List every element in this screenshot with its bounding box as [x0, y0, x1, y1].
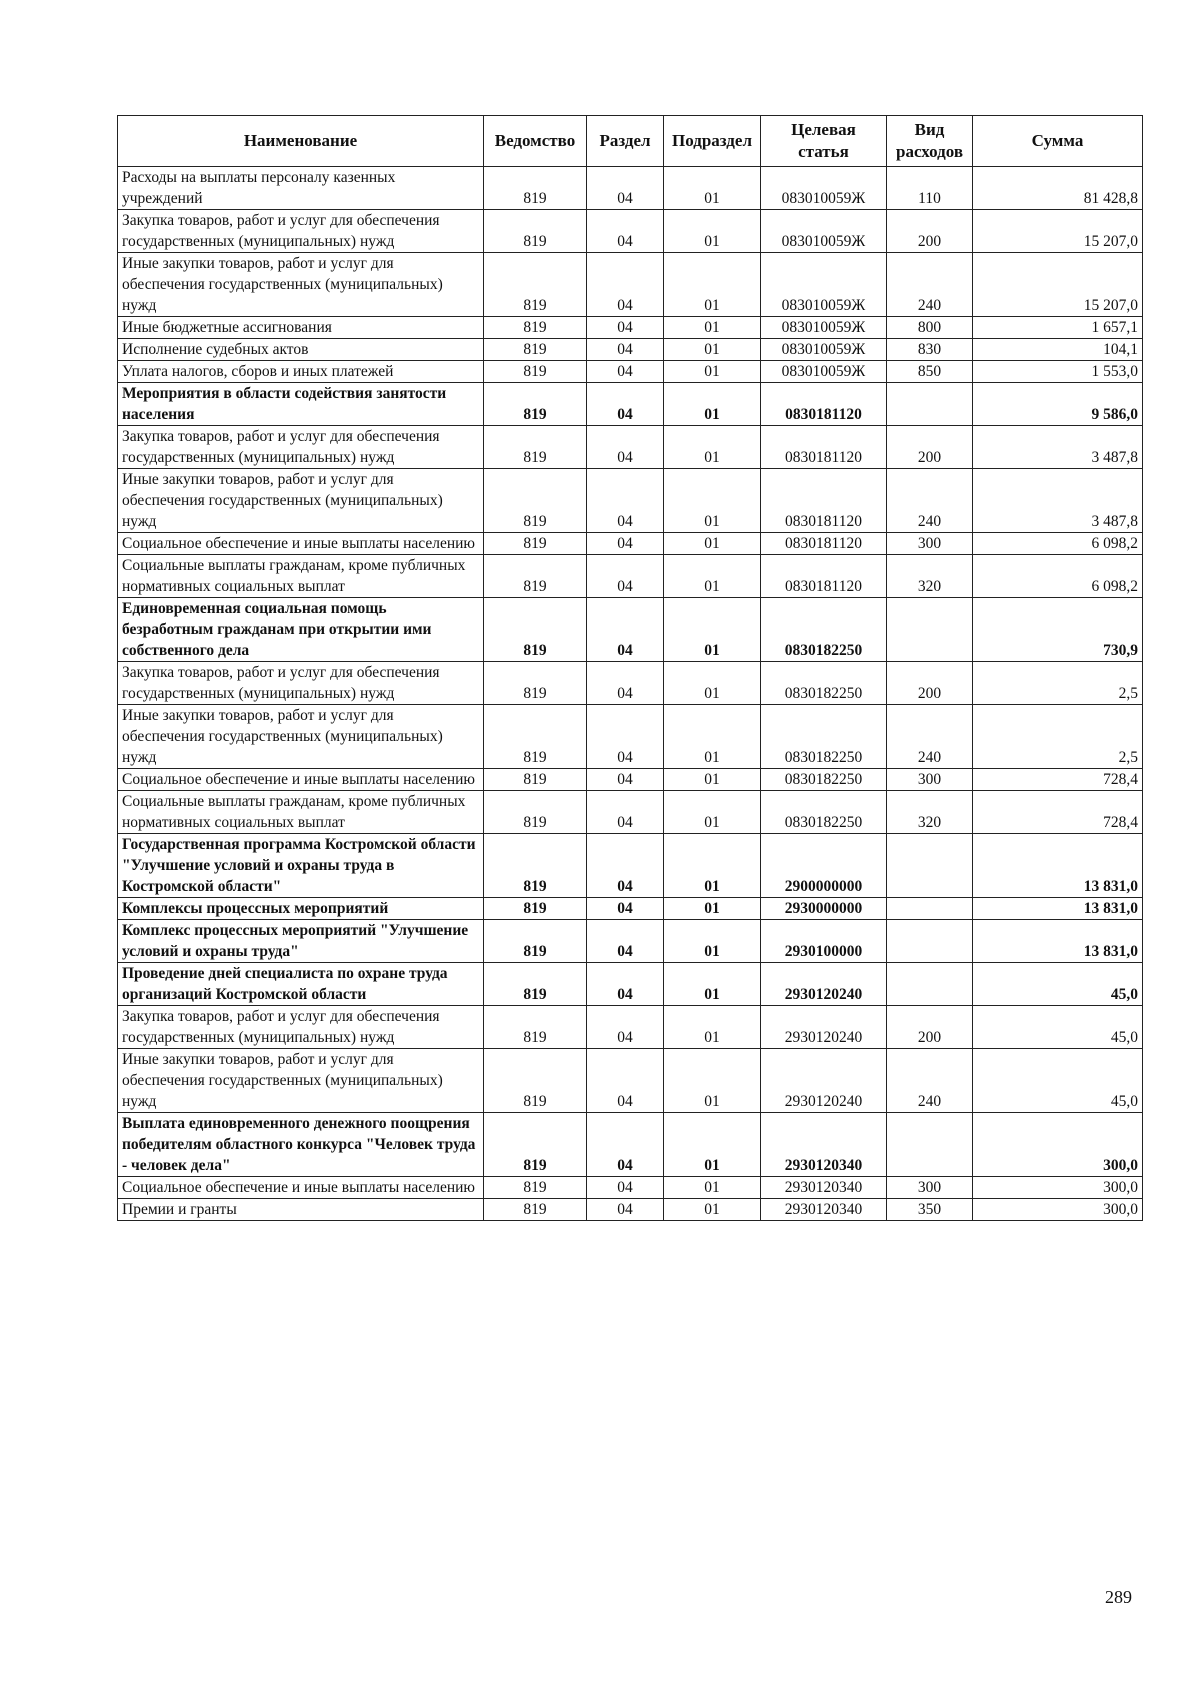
cell-expense-type: 830 — [887, 339, 973, 361]
cell-podrazdel: 01 — [664, 791, 761, 834]
cell-razdel: 04 — [587, 210, 664, 253]
cell-target-article: 2900000000 — [761, 834, 887, 898]
cell-expense-type: 800 — [887, 317, 973, 339]
cell-target-article: 083010059Ж — [761, 317, 887, 339]
cell-sum: 45,0 — [973, 963, 1143, 1006]
cell-expense-type: 240 — [887, 253, 973, 317]
cell-expense-type: 240 — [887, 705, 973, 769]
header-row — [118, 116, 1143, 167]
cell-razdel: 04 — [587, 253, 664, 317]
cell-podrazdel: 01 — [664, 1177, 761, 1199]
cell-expense-type: 850 — [887, 361, 973, 383]
cell-vedomstvo: 819 — [484, 469, 587, 533]
cell-target-article: 2930120340 — [761, 1199, 887, 1221]
cell-expense-type: 110 — [887, 167, 973, 210]
table-row — [118, 662, 1143, 705]
cell-vedomstvo: 819 — [484, 920, 587, 963]
cell-target-article: 0830181120 — [761, 533, 887, 555]
table-row — [118, 210, 1143, 253]
table-row — [118, 1199, 1143, 1221]
cell-name: Закупка товаров, работ и услуг для обеспечения государственных (муниципальных) нужд — [118, 662, 484, 705]
cell-podrazdel: 01 — [664, 383, 761, 426]
cell-target-article: 2930120240 — [761, 963, 887, 1006]
cell-razdel: 04 — [587, 662, 664, 705]
cell-sum: 9 586,0 — [973, 383, 1143, 426]
table-row — [118, 426, 1143, 469]
cell-name: Иные бюджетные ассигнования — [118, 317, 484, 339]
cell-vedomstvo: 819 — [484, 1113, 587, 1177]
cell-vedomstvo: 819 — [484, 769, 587, 791]
cell-vedomstvo: 819 — [484, 791, 587, 834]
cell-sum: 15 207,0 — [973, 210, 1143, 253]
cell-name: Социальные выплаты гражданам, кроме публичных нормативных социальных выплат — [118, 555, 484, 598]
cell-expense-type: 350 — [887, 1199, 973, 1221]
cell-podrazdel: 01 — [664, 167, 761, 210]
cell-name: Единовременная социальная помощь безработным гражданам при открытии ими собственного дела — [118, 598, 484, 662]
table-row — [118, 253, 1143, 317]
cell-razdel: 04 — [587, 167, 664, 210]
cell-vedomstvo: 819 — [484, 1199, 587, 1221]
cell-sum: 3 487,8 — [973, 469, 1143, 533]
cell-expense-type: 200 — [887, 426, 973, 469]
cell-name: Комплексы процессных мероприятий — [118, 898, 484, 920]
cell-name: Социальное обеспечение и иные выплаты населению — [118, 533, 484, 555]
cell-expense-type — [887, 963, 973, 1006]
cell-podrazdel: 01 — [664, 662, 761, 705]
cell-razdel: 04 — [587, 361, 664, 383]
cell-sum: 81 428,8 — [973, 167, 1143, 210]
cell-razdel: 04 — [587, 383, 664, 426]
cell-podrazdel: 01 — [664, 834, 761, 898]
cell-name: Закупка товаров, работ и услуг для обеспечения государственных (муниципальных) нужд — [118, 426, 484, 469]
cell-razdel: 04 — [587, 533, 664, 555]
cell-podrazdel: 01 — [664, 1006, 761, 1049]
cell-target-article: 2930120240 — [761, 1049, 887, 1113]
table-row — [118, 791, 1143, 834]
cell-name: Закупка товаров, работ и услуг для обеспечения государственных (муниципальных) нужд — [118, 210, 484, 253]
cell-sum: 45,0 — [973, 1049, 1143, 1113]
cell-target-article: 0830182250 — [761, 791, 887, 834]
cell-name: Социальное обеспечение и иные выплаты населению — [118, 1177, 484, 1199]
cell-expense-type: 300 — [887, 769, 973, 791]
cell-target-article: 0830182250 — [761, 598, 887, 662]
cell-vedomstvo: 819 — [484, 555, 587, 598]
header-podrazdel: Подраздел — [664, 116, 761, 167]
cell-target-article: 2930000000 — [761, 898, 887, 920]
cell-razdel: 04 — [587, 598, 664, 662]
table-row — [118, 361, 1143, 383]
table-row — [118, 1049, 1143, 1113]
cell-name: Иные закупки товаров, работ и услуг для обеспечения государственных (муниципальных) нужд — [118, 705, 484, 769]
cell-razdel: 04 — [587, 898, 664, 920]
cell-vedomstvo: 819 — [484, 361, 587, 383]
cell-podrazdel: 01 — [664, 705, 761, 769]
cell-razdel: 04 — [587, 555, 664, 598]
cell-vedomstvo: 819 — [484, 898, 587, 920]
cell-vedomstvo: 819 — [484, 598, 587, 662]
cell-vedomstvo: 819 — [484, 1049, 587, 1113]
cell-sum: 300,0 — [973, 1199, 1143, 1221]
cell-podrazdel: 01 — [664, 210, 761, 253]
cell-expense-type — [887, 1113, 973, 1177]
cell-sum: 2,5 — [973, 705, 1143, 769]
cell-target-article: 0830181120 — [761, 383, 887, 426]
cell-name: Премии и гранты — [118, 1199, 484, 1221]
cell-razdel: 04 — [587, 791, 664, 834]
cell-sum: 300,0 — [973, 1177, 1143, 1199]
cell-razdel: 04 — [587, 1049, 664, 1113]
cell-razdel: 04 — [587, 920, 664, 963]
cell-sum: 2,5 — [973, 662, 1143, 705]
cell-expense-type — [887, 898, 973, 920]
cell-podrazdel: 01 — [664, 317, 761, 339]
header-vedomstvo: Ведомство — [484, 116, 587, 167]
cell-razdel: 04 — [587, 1199, 664, 1221]
page-number: 289 — [1105, 1587, 1132, 1607]
header-sum: Сумма — [973, 116, 1143, 167]
table-row — [118, 1006, 1143, 1049]
cell-target-article: 2930120340 — [761, 1113, 887, 1177]
cell-expense-type — [887, 834, 973, 898]
header-target-article: Целевая статья — [761, 116, 887, 167]
cell-name: Социальное обеспечение и иные выплаты населению — [118, 769, 484, 791]
cell-podrazdel: 01 — [664, 769, 761, 791]
cell-razdel: 04 — [587, 769, 664, 791]
cell-podrazdel: 01 — [664, 1113, 761, 1177]
cell-expense-type — [887, 598, 973, 662]
cell-podrazdel: 01 — [664, 555, 761, 598]
cell-vedomstvo: 819 — [484, 1006, 587, 1049]
cell-target-article: 2930100000 — [761, 920, 887, 963]
table-row — [118, 898, 1143, 920]
table-row — [118, 834, 1143, 898]
table-row — [118, 920, 1143, 963]
cell-razdel: 04 — [587, 963, 664, 1006]
table-row — [118, 383, 1143, 426]
cell-razdel: 04 — [587, 705, 664, 769]
cell-name: Иные закупки товаров, работ и услуг для обеспечения государственных (муниципальных) нужд — [118, 469, 484, 533]
cell-expense-type: 200 — [887, 210, 973, 253]
cell-podrazdel: 01 — [664, 598, 761, 662]
cell-vedomstvo: 819 — [484, 533, 587, 555]
cell-name: Мероприятия в области содействия занятости населения — [118, 383, 484, 426]
budget-table — [117, 115, 1143, 1221]
cell-sum: 1 553,0 — [973, 361, 1143, 383]
cell-name: Уплата налогов, сборов и иных платежей — [118, 361, 484, 383]
cell-sum: 15 207,0 — [973, 253, 1143, 317]
table-row — [118, 555, 1143, 598]
cell-vedomstvo: 819 — [484, 253, 587, 317]
cell-target-article: 0830182250 — [761, 769, 887, 791]
cell-target-article: 2930120340 — [761, 1177, 887, 1199]
cell-expense-type: 320 — [887, 555, 973, 598]
cell-target-article: 2930120240 — [761, 1006, 887, 1049]
cell-podrazdel: 01 — [664, 1049, 761, 1113]
cell-vedomstvo: 819 — [484, 383, 587, 426]
cell-podrazdel: 01 — [664, 898, 761, 920]
cell-name: Иные закупки товаров, работ и услуг для обеспечения государственных (муниципальных) нужд — [118, 1049, 484, 1113]
table-row — [118, 167, 1143, 210]
header-name: Наименование — [118, 116, 484, 167]
header-razdel: Раздел — [587, 116, 664, 167]
cell-expense-type: 300 — [887, 533, 973, 555]
cell-sum: 45,0 — [973, 1006, 1143, 1049]
cell-name: Выплата единовременного денежного поощрения победителям областного конкурса "Человек труда - человек дела" — [118, 1113, 484, 1177]
cell-razdel: 04 — [587, 1113, 664, 1177]
cell-expense-type: 240 — [887, 469, 973, 533]
cell-target-article: 083010059Ж — [761, 253, 887, 317]
cell-podrazdel: 01 — [664, 469, 761, 533]
table-row — [118, 769, 1143, 791]
cell-podrazdel: 01 — [664, 1199, 761, 1221]
table-row — [118, 705, 1143, 769]
cell-vedomstvo: 819 — [484, 1177, 587, 1199]
cell-razdel: 04 — [587, 1177, 664, 1199]
cell-name: Закупка товаров, работ и услуг для обеспечения государственных (муниципальных) нужд — [118, 1006, 484, 1049]
cell-podrazdel: 01 — [664, 253, 761, 317]
cell-target-article: 083010059Ж — [761, 167, 887, 210]
cell-expense-type — [887, 920, 973, 963]
table-body — [118, 167, 1143, 1221]
cell-podrazdel: 01 — [664, 920, 761, 963]
cell-razdel: 04 — [587, 834, 664, 898]
cell-name: Расходы на выплаты персоналу казенных учреждений — [118, 167, 484, 210]
cell-razdel: 04 — [587, 339, 664, 361]
cell-target-article: 083010059Ж — [761, 210, 887, 253]
cell-target-article: 083010059Ж — [761, 339, 887, 361]
cell-expense-type — [887, 383, 973, 426]
cell-sum: 3 487,8 — [973, 426, 1143, 469]
cell-sum: 6 098,2 — [973, 533, 1143, 555]
cell-target-article: 0830181120 — [761, 426, 887, 469]
cell-sum: 1 657,1 — [973, 317, 1143, 339]
table-row — [118, 533, 1143, 555]
cell-razdel: 04 — [587, 1006, 664, 1049]
cell-vedomstvo: 819 — [484, 210, 587, 253]
cell-podrazdel: 01 — [664, 361, 761, 383]
cell-sum: 104,1 — [973, 339, 1143, 361]
cell-expense-type: 200 — [887, 1006, 973, 1049]
cell-sum: 13 831,0 — [973, 834, 1143, 898]
cell-vedomstvo: 819 — [484, 662, 587, 705]
cell-expense-type: 200 — [887, 662, 973, 705]
cell-name: Социальные выплаты гражданам, кроме публичных нормативных социальных выплат — [118, 791, 484, 834]
cell-target-article: 083010059Ж — [761, 361, 887, 383]
cell-sum: 13 831,0 — [973, 920, 1143, 963]
cell-vedomstvo: 819 — [484, 317, 587, 339]
cell-podrazdel: 01 — [664, 339, 761, 361]
cell-expense-type: 300 — [887, 1177, 973, 1199]
table-row — [118, 963, 1143, 1006]
table-row — [118, 1113, 1143, 1177]
cell-vedomstvo: 819 — [484, 963, 587, 1006]
cell-name: Комплекс процессных мероприятий "Улучшение условий и охраны труда" — [118, 920, 484, 963]
cell-podrazdel: 01 — [664, 533, 761, 555]
header-expense-type: Вид расходов — [887, 116, 973, 167]
cell-sum: 300,0 — [973, 1113, 1143, 1177]
cell-razdel: 04 — [587, 426, 664, 469]
table-row — [118, 598, 1143, 662]
cell-podrazdel: 01 — [664, 426, 761, 469]
cell-podrazdel: 01 — [664, 963, 761, 1006]
cell-target-article: 0830182250 — [761, 662, 887, 705]
cell-sum: 728,4 — [973, 791, 1143, 834]
cell-name: Исполнение судебных актов — [118, 339, 484, 361]
cell-vedomstvo: 819 — [484, 705, 587, 769]
cell-name: Иные закупки товаров, работ и услуг для обеспечения государственных (муниципальных) нужд — [118, 253, 484, 317]
table-row — [118, 339, 1143, 361]
cell-vedomstvo: 819 — [484, 426, 587, 469]
cell-sum: 13 831,0 — [973, 898, 1143, 920]
cell-sum: 730,9 — [973, 598, 1143, 662]
cell-name: Государственная программа Костромской области "Улучшение условий и охраны труда в Костромской области" — [118, 834, 484, 898]
table-row — [118, 469, 1143, 533]
cell-name: Проведение дней специалиста по охране труда организаций Костромской области — [118, 963, 484, 1006]
cell-vedomstvo: 819 — [484, 167, 587, 210]
cell-target-article: 0830182250 — [761, 705, 887, 769]
table-row — [118, 1177, 1143, 1199]
cell-target-article: 0830181120 — [761, 469, 887, 533]
cell-expense-type: 240 — [887, 1049, 973, 1113]
cell-sum: 728,4 — [973, 769, 1143, 791]
cell-sum: 6 098,2 — [973, 555, 1143, 598]
cell-vedomstvo: 819 — [484, 339, 587, 361]
table-row — [118, 317, 1143, 339]
cell-razdel: 04 — [587, 469, 664, 533]
cell-razdel: 04 — [587, 317, 664, 339]
cell-target-article: 0830181120 — [761, 555, 887, 598]
cell-expense-type: 320 — [887, 791, 973, 834]
cell-vedomstvo: 819 — [484, 834, 587, 898]
